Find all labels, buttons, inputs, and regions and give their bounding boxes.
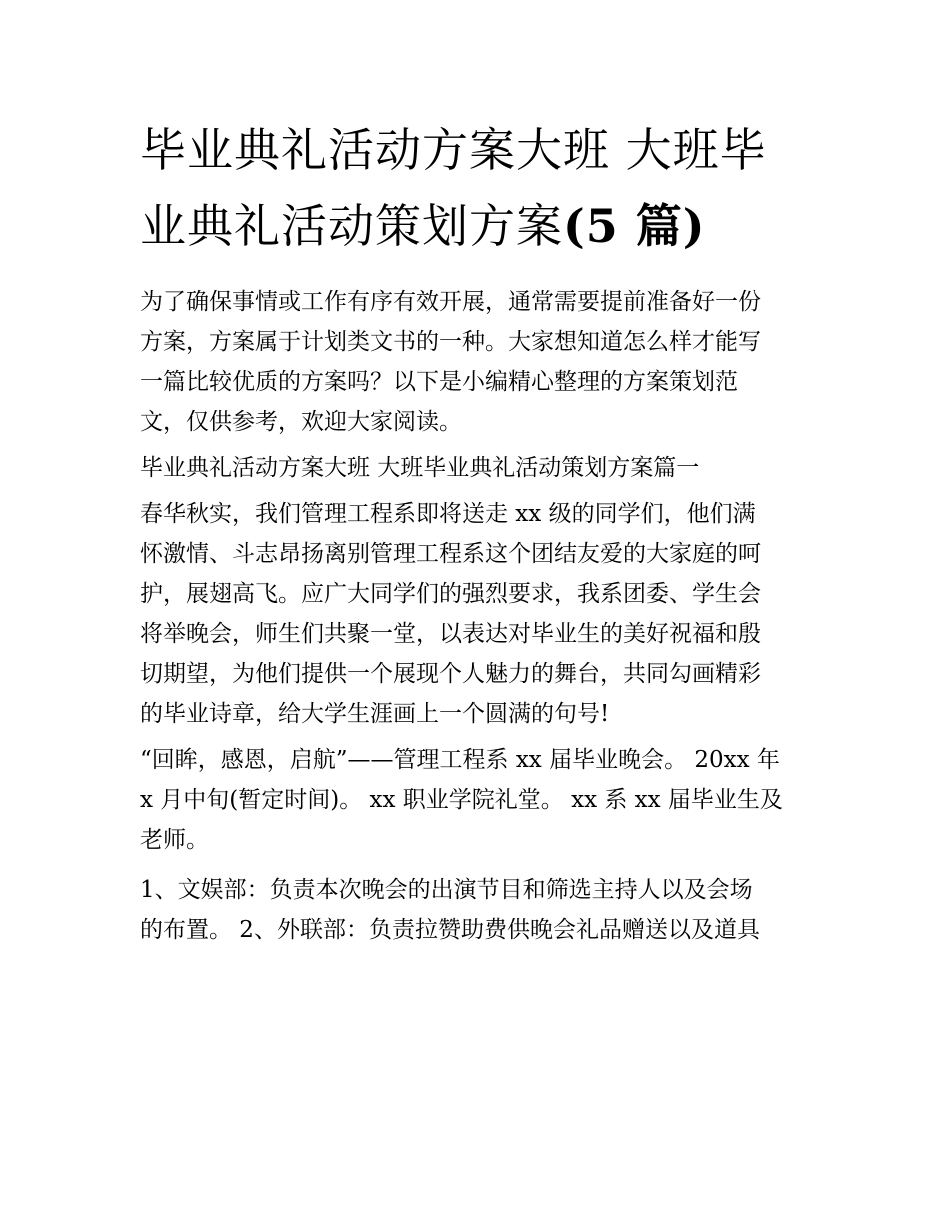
title-line-1: 毕业典礼活动方案大班 大班毕 xyxy=(140,123,767,177)
title-count: (5 篇) xyxy=(563,199,706,253)
intro-line: 文，仅供参考，欢迎大家阅读。 xyxy=(140,409,462,435)
paragraph-1 xyxy=(140,494,820,734)
spacer xyxy=(140,860,820,870)
paragraph-line: 的毕业诗章，给大学生涯画上一个圆满的句号! xyxy=(140,701,610,727)
paragraph-line: x 月中旬(暂定时间)。 xx 职业学院礼堂。 xx 系 xx 届毕业生及 xyxy=(140,787,783,813)
intro-line: 方案，方案属于计划类文书的一种。大家想知道怎么样才能写 xyxy=(140,329,761,355)
intro-line: 为了确保事情或工作有序有效开展，通常需要提前准备好一份 xyxy=(140,289,761,315)
paragraph-line: 护，展翅高飞。应广大同学们的强烈要求，我系团委、学生会 xyxy=(140,581,761,607)
section-heading: 毕业典礼活动方案大班 大班毕业典礼活动策划方案篇一 xyxy=(140,455,700,481)
intro-paragraph xyxy=(140,282,820,442)
title-line-2-text: 业典礼活动策划方案 xyxy=(140,199,563,253)
paragraph-line: 春华秋实，我们管理工程系即将送走 xx 级的同学们，他们满 xyxy=(140,501,756,527)
paragraph-line: 怀激情、斗志昂扬离别管理工程系这个团结友爱的大家庭的呵 xyxy=(140,541,761,567)
paragraph-line: 老师。 xyxy=(140,827,209,853)
paragraph-line: 1、文娱部：负责本次晚会的出演节目和筛选主持人以及会场 xyxy=(140,877,753,903)
paragraph-3 xyxy=(140,870,820,950)
paragraph-line: 将举晚会，师生们共聚一堂，以表达对毕业生的美好祝福和殷 xyxy=(140,621,761,647)
document-body xyxy=(140,282,820,950)
paragraph-line: “回眸，感恩，启航”——管理工程系 xx 届毕业晚会。 20xx 年 xyxy=(140,747,780,773)
document-title xyxy=(140,112,830,264)
paragraph-line: 的布置。 2、外联部：负责拉赞助费供晚会礼品赠送以及道具 xyxy=(140,917,760,943)
intro-line: 一篇比较优质的方案吗？以下是小编精心整理的方案策划范 xyxy=(140,369,738,395)
title-line-2 xyxy=(140,188,830,264)
paragraph-2 xyxy=(140,740,820,860)
paragraph-line: 切期望，为他们提供一个展现个人魅力的舞台，共同勾画精彩 xyxy=(140,661,761,687)
